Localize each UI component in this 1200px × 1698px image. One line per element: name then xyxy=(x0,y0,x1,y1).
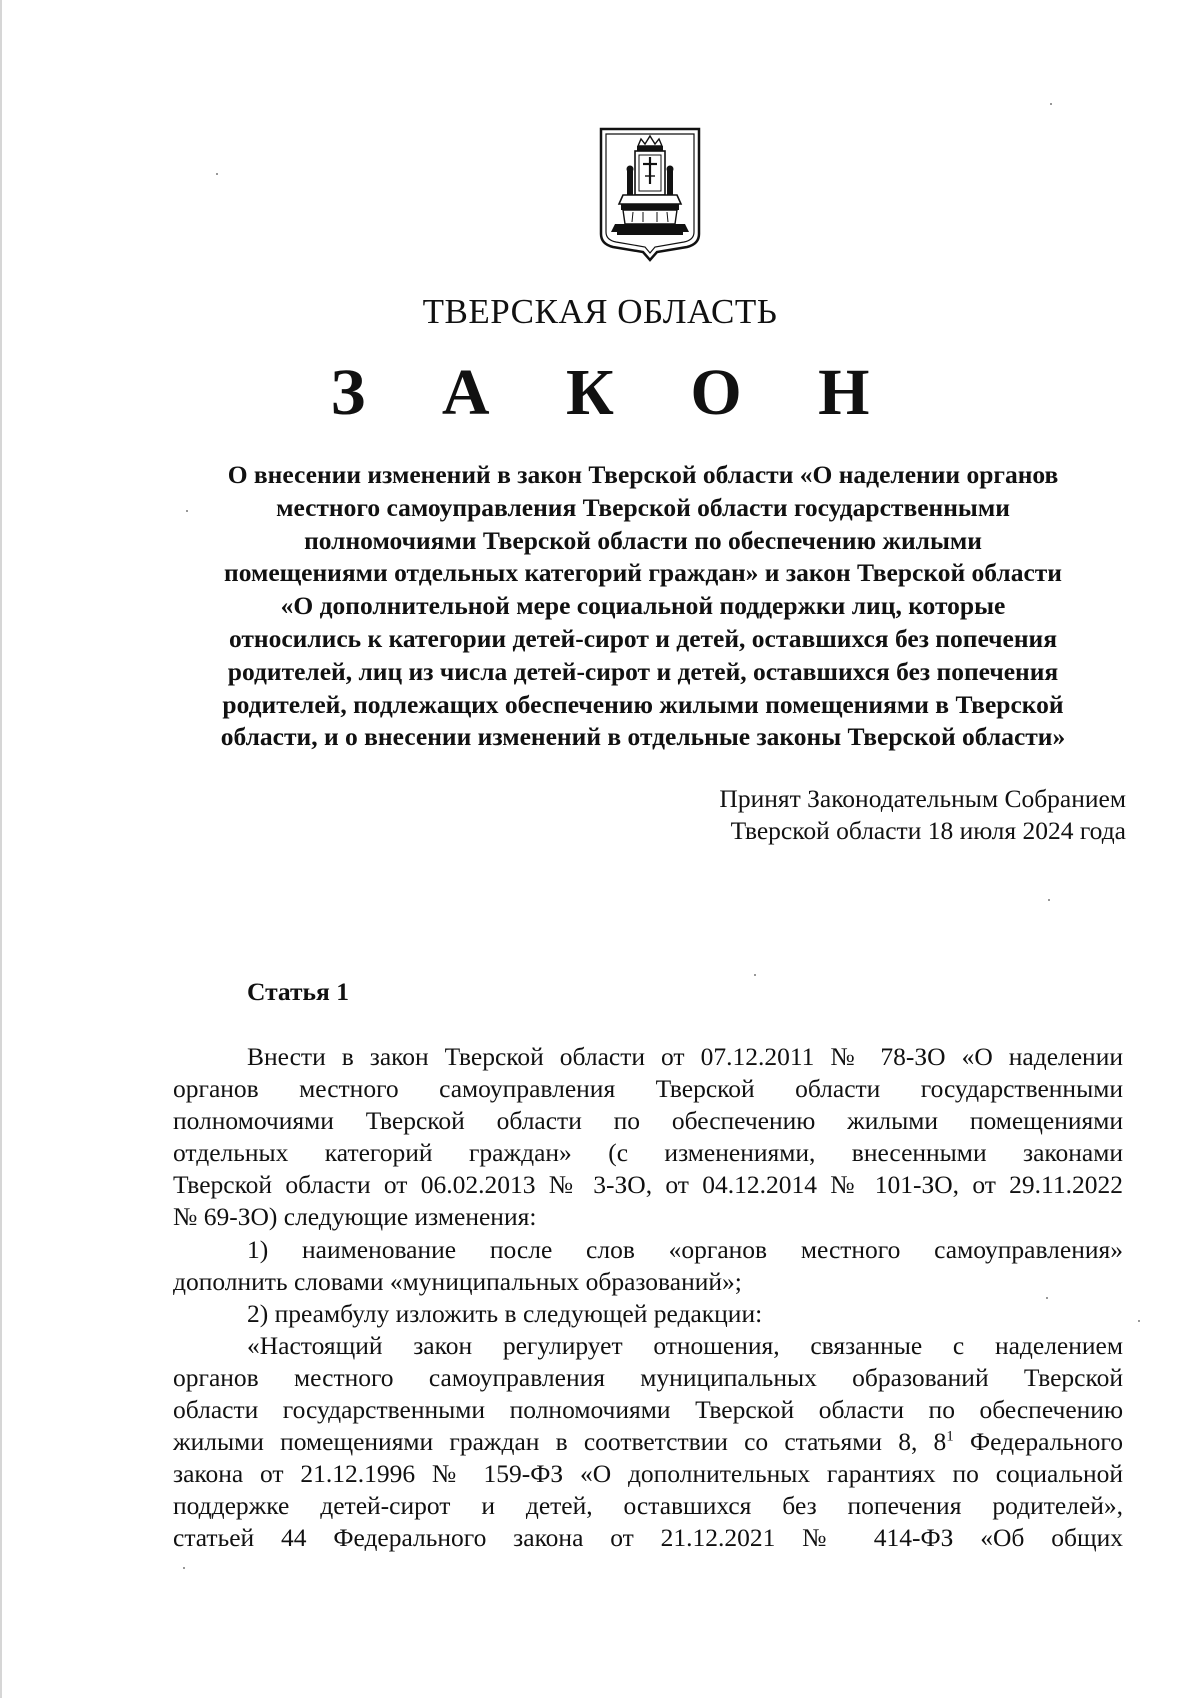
body-line: органов местного самоуправления муниципальных образований Тверской xyxy=(173,1362,1123,1392)
body-line: закона от 21.12.1996 № 159-ФЗ «О дополнительных гарантиях по социальной xyxy=(173,1459,1123,1489)
body-line: 1) наименование после слов «органов местного самоуправления» xyxy=(247,1234,1123,1264)
scan-speck xyxy=(186,510,188,512)
body-line: Внести в закон Тверской области от 07.12.2011 № 78-ЗО «О наделении xyxy=(247,1042,1123,1071)
coat-of-arms-emblem xyxy=(597,126,703,262)
body-line-with-superscript xyxy=(173,1426,1123,1458)
body-line: «Настоящий закон регулирует отношения, связанные с наделением xyxy=(247,1330,1123,1360)
body-line-text: жилыми помещениями граждан в соответствии со статьями 8, 8 xyxy=(173,1427,947,1457)
body-line: области государственными полномочиями Тверской области по обеспечению xyxy=(173,1395,1123,1425)
adoption-note-line: Тверской области 18 июля 2024 года xyxy=(730,816,1126,845)
adoption-note xyxy=(719,783,1126,847)
body-line: отдельных категорий граждан» (с изменениями, внесенными законами xyxy=(173,1138,1123,1168)
body-line: Тверской области от 06.02.2013 № 3-ЗО, от 04.12.2014 № 101-ЗО, от 29.11.2022 xyxy=(173,1170,1123,1200)
adoption-note-line: Принят Законодательным Собранием xyxy=(719,784,1126,813)
scan-edge xyxy=(0,0,2,1698)
scan-speck xyxy=(1050,103,1052,105)
article-body xyxy=(173,1041,1123,1555)
region-name: ТВЕРСКАЯ ОБЛАСТЬ xyxy=(422,292,778,331)
body-line: № 69-ЗО) следующие изменения: xyxy=(173,1202,537,1232)
law-title-line: полномочиями Тверской области по обеспечению жилыми xyxy=(304,525,982,555)
scan-speck xyxy=(183,1567,185,1569)
body-line: 2) преамбулу изложить в следующей редакции: xyxy=(247,1298,763,1328)
body-line-tail: Федерального xyxy=(953,1427,1123,1457)
scan-speck xyxy=(754,974,756,976)
law-title-line: помещениями отдельных категорий граждан» и закон Тверской области xyxy=(224,558,1062,588)
article-heading: Статья 1 xyxy=(247,977,349,1006)
law-title xyxy=(168,459,1118,754)
scan-speck xyxy=(1048,899,1050,901)
superscript-mark: 1 xyxy=(946,1428,954,1445)
scan-speck xyxy=(1138,1320,1140,1322)
law-title-line: родителей, лиц из числа детей-сирот и детей, оставшихся без попечения xyxy=(227,656,1059,686)
law-title-line: относились к категории детей-сирот и детей, оставшихся без попечения xyxy=(228,623,1058,653)
body-line: дополнить словами «муниципальных образований»; xyxy=(173,1266,742,1296)
scan-speck xyxy=(216,173,218,175)
body-line: полномочиями Тверской области по обеспечению жилыми помещениями xyxy=(173,1106,1123,1136)
document-type: З А К О Н xyxy=(330,356,900,429)
law-title-line: О внесении изменений в закон Тверской области «О наделении органов xyxy=(227,460,1059,489)
law-title-line: «О дополнительной мере социальной поддержки лиц, которые xyxy=(280,591,1006,621)
law-title-line: местного самоуправления Тверской области государственными xyxy=(276,492,1010,522)
body-line: поддержке детей-сирот и детей, оставшихся без попечения родителей», xyxy=(173,1491,1123,1521)
coat-of-arms-icon xyxy=(597,126,703,262)
body-line: органов местного самоуправления Тверской области государственными xyxy=(173,1074,1123,1104)
scan-speck xyxy=(1046,1297,1048,1299)
body-line: статьей 44 Федерального закона от 21.12.2021 № 414-ФЗ «Об общих xyxy=(173,1523,1123,1553)
law-title-line: родителей, подлежащих обеспечению жилыми помещениями в Тверской xyxy=(222,689,1064,719)
law-title-line: области, и о внесении изменений в отдельные законы Тверской области» xyxy=(220,722,1066,752)
